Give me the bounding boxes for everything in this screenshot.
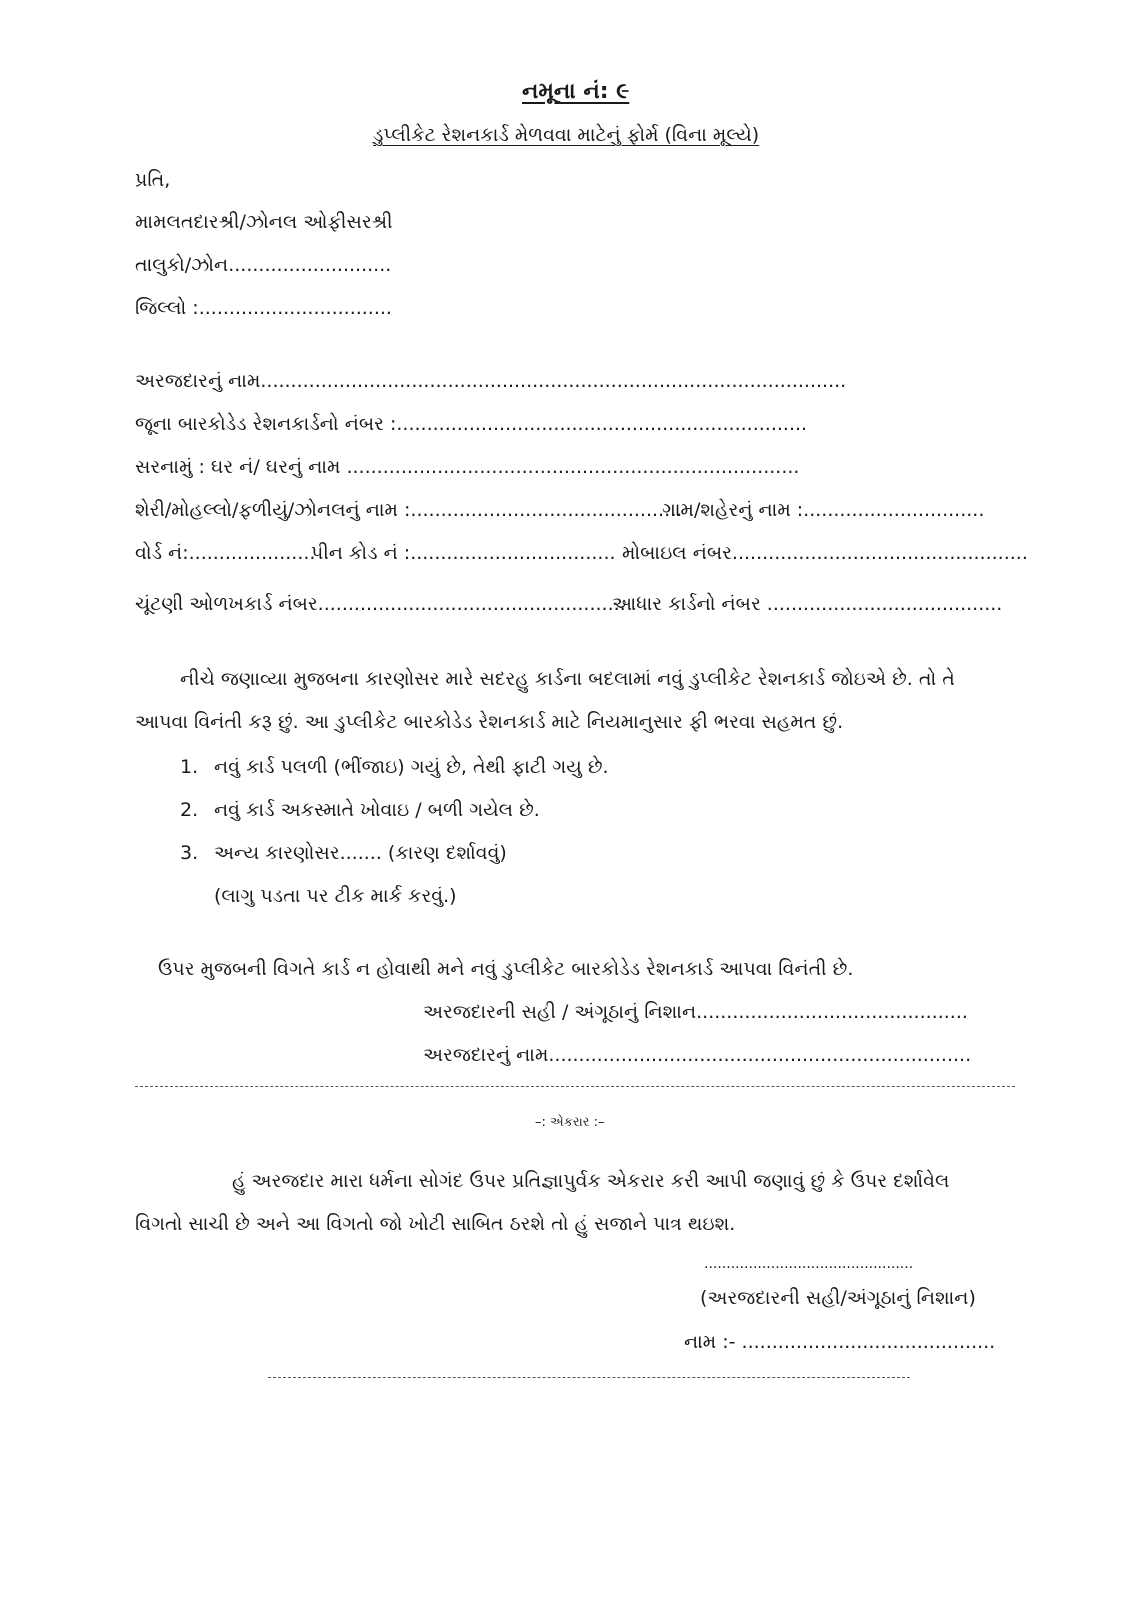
pincode-field: પીન કોડ નં :.................................. <box>311 542 616 564</box>
address-house-field: સરનામું : ઘર નં/ ઘરનું નામ ........................................................................... <box>135 456 800 478</box>
voter-id-field: ચૂંટણી ઓળખકાર્ડ નંબર................................................... <box>135 593 626 615</box>
applicant-name-signoff: અરજદારનું નામ...................................................................... <box>423 1044 972 1066</box>
taluka-field: તાલુકો/ઝોન........................... <box>135 254 392 276</box>
district-field: જિલ્લો :................................ <box>135 297 392 319</box>
page-title: નમૂના નં: ૯ <box>522 79 630 104</box>
mobile-field: મોબાઇલ નંબર................................................. <box>622 542 1028 564</box>
declaration-signature-label: (અરજદારની સહી/અંગૂઠાનું નિશાન) <box>700 1287 976 1309</box>
bottom-divider <box>268 1377 910 1378</box>
addressee-officer: મામલતદારશ્રી/ઝોનલ ઓફીસરશ્રી <box>135 211 393 233</box>
declaration-name-field: નામ :- .......................................... <box>684 1331 996 1353</box>
village-field: ગામ/શહેરનું નામ :.............................. <box>662 499 985 521</box>
closing-request: ઉપર મુજબની વિગતે કાર્ડ ન હોવાથી મને નવું ડુપ્લીકેટ બારકોડેડ રેશનકાર્ડ આપવા વિનંતી છે. <box>158 958 854 980</box>
declaration-signature-dots: ............................................... <box>704 1256 914 1272</box>
form-subtitle: ડુપ્લીકેટ રેશનકાર્ડ મેળવવા માટેનું ફોર્મ (વિના મૂલ્યે) <box>373 124 760 146</box>
applicant-signature-field: અરજદારની સહી / અંગૂઠાનું નિશાન............................................. <box>423 1001 968 1023</box>
reason-2-text: નવું કાર્ડ અકસ્માતે ખોવાઇ / બળી ગયેલ છે. <box>214 799 540 821</box>
declaration-line-2: વિગતો સાચી છે અને આ વિગતો જો ખોટી સાબિત ઠરશે તો હું સજાને પાત્ર થઇશ. <box>135 1213 736 1235</box>
reason-3-number: 3. <box>180 842 199 864</box>
reason-1-text: નવું કાર્ડ પલળી (ભીંજાઇ) ગયું છે, તેથી ફાટી ગયુ છે. <box>214 756 609 778</box>
old-card-number-field: જૂના બારકોડેડ રેશનકાર્ડનો નંબર :.................................................................... <box>135 413 808 435</box>
ward-field: વોર્ડ નં:..................... <box>135 542 316 564</box>
applicant-name-field: અરજદારનું નામ................................................................................................. <box>135 370 847 392</box>
declaration-heading: –: એકરાર :– <box>535 1115 605 1130</box>
request-line-2: આપવા વિનંતી કરૂ છું. આ ડુપ્લીકેટ બારકોડેડ રેશનકાર્ડ માટે નિયમાનુસાર ફી ભરવા સહમત છું. <box>135 711 844 733</box>
reason-1-number: 1. <box>180 756 199 778</box>
addressee-to: પ્રતિ, <box>135 169 171 191</box>
request-line-1: નીચે જણાવ્યા મુજબના કારણોસર મારે સદરહુ કાર્ડના બદલામાં નવું ડુપ્લીકેટ રેશનકાર્ડ જોઇએ છે. તો તે <box>180 668 955 690</box>
aadhaar-field: આધાર કાર્ડનો નંબર ....................................... <box>612 593 1003 615</box>
section-divider <box>135 1086 1015 1087</box>
declaration-line-1: હું અરજદાર મારા ધર્મના સોગંદ ઉપર પ્રતિજ્ઞાપુર્વક એકરાર કરી આપી જણાવું છું કે ઉપર દર્શાવેલ <box>232 1170 950 1192</box>
tick-note: (લાગુ પડતા પર ટીક માર્ક કરવું.) <box>214 885 457 907</box>
reason-3-text: અન્ય કારણોસર....... (કારણ દર્શાવવું) <box>214 842 507 864</box>
reason-2-number: 2. <box>180 799 199 821</box>
street-field: શેરી/મોહલ્લો/ફળીયું/ઝોનલનું નામ :............................................. <box>135 499 683 521</box>
